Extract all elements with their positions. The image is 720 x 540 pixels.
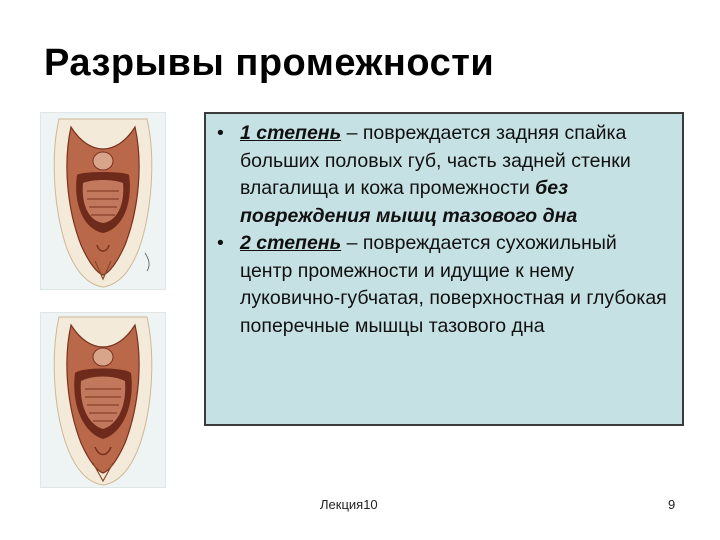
slide-title: Разрывы промежности	[44, 42, 495, 84]
page-number: 9	[668, 497, 676, 512]
footer-lecture: Лекция10	[320, 497, 378, 512]
bullet-marker: •	[217, 122, 224, 144]
bullet-first-degree	[214, 120, 674, 230]
anatomical-illustration-perineal-tear-2	[40, 312, 166, 488]
bullet-second-degree	[214, 230, 674, 340]
bullet-emphasis: без повреждения мышц тазового дна	[240, 177, 578, 227]
degree-label: 2 степень	[240, 232, 342, 254]
bullet-text: – повреждается сухожильный центр промежности и идущие к нему луковично-губчатая, поверхностная и глубокая поперечные мышцы тазового дна	[240, 232, 667, 337]
anatomical-illustration-perineal-tear-1	[40, 112, 166, 290]
degree-label: 1 степень	[240, 122, 342, 144]
bullet-text: – повреждается задняя спайка больших половых губ, часть задней стенки влагалища и кожа промежности	[240, 122, 631, 199]
bullet-marker: •	[217, 232, 224, 254]
content-box	[204, 112, 684, 426]
